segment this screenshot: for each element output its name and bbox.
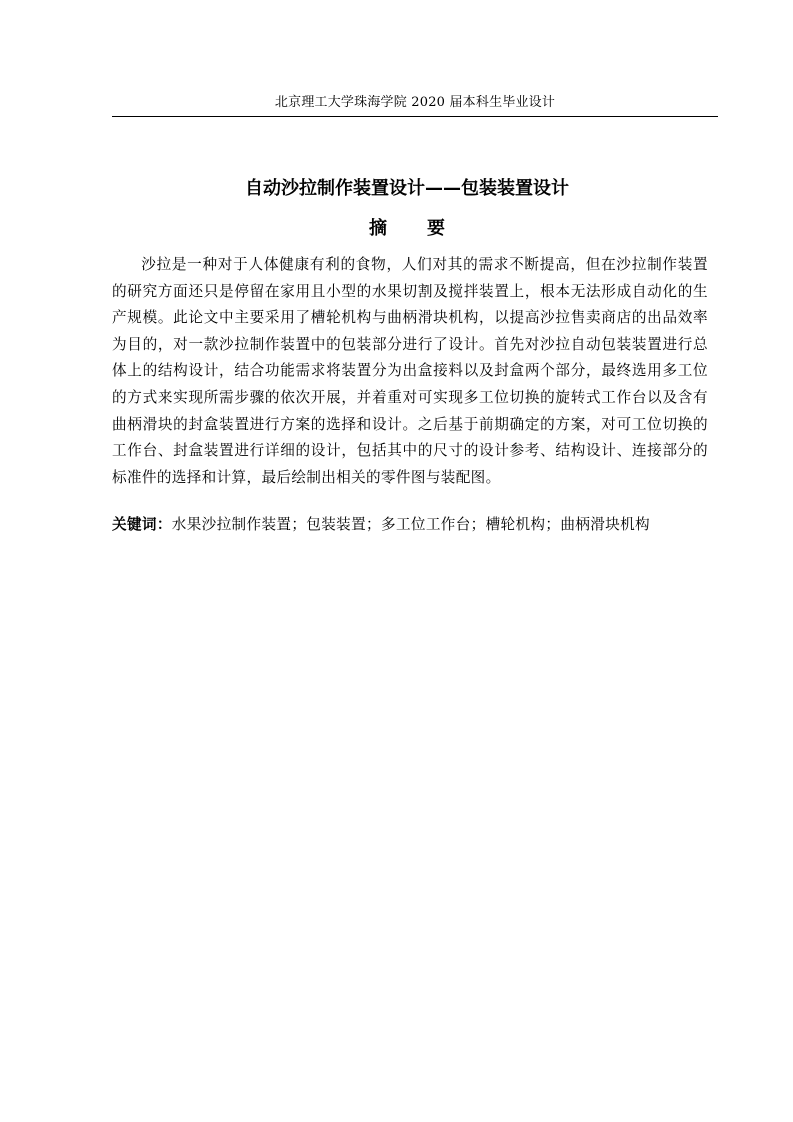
document-title: 自动沙拉制作装置设计——包装装置设计 [245,178,569,199]
abstract-heading-char-2: 要 [427,218,445,239]
keywords-label: 关键词： [112,516,172,533]
abstract-heading [112,216,702,242]
abstract-heading-char-1: 摘 [369,218,387,239]
header-divider [112,116,718,117]
running-header: 北京理工大学珠海学院 2020 届本科生毕业设计 [274,95,556,110]
keywords-line [112,512,708,538]
abstract-paragraph: 沙拉是一种对于人体健康有利的食物，人们对其的需求不断提高，但在沙拉制作装置的研究方面还只是停留在家用且小型的水果切割及搅拌装置上，根本无法形成自动化的生产规模。此论文中主要采用了槽轮机构与曲柄滑块机构，以提高沙拉售卖商店的出品效率为目的，对一款沙拉制作装置中的包装部分进行了设计。首先对沙拉自动包装装置进行总体上的结构设计，结合功能需求将装置分为出盒接料以及封盒两个部分，最终选用多工位的方式来实现所需步骤的依次开展，并着重对可实现多工位切换的旋转式工作台以及含有曲柄滑块的封盒装置进行方案的选择和设计。之后基于前期确定的方案，对可工位切换的工作台、封盒装置进行详细的设计，包括其中的尺寸的设计参考、结构设计、连接部分的标准件的选择和计算，最后绘制出相关的零件图与装配图。 [112,256,708,486]
keywords-text: 水果沙拉制作装置；包装装置；多工位工作台；槽轮机构；曲柄滑块机构 [171,516,650,533]
